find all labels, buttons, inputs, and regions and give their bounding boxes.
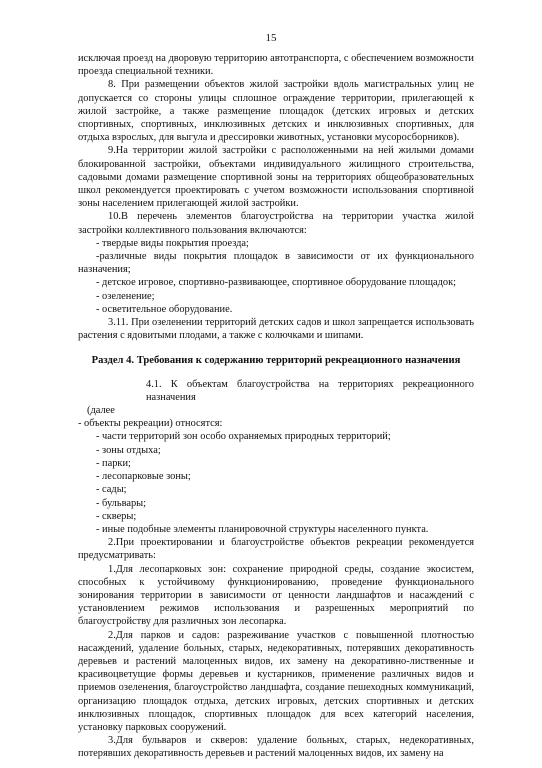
paragraph-item-9: 9.На территории жилой застройки с расположенными на ней жилыми домами блокированной застройки, объектами индивидуального жилищного строительства, садовыми домами размещение спортивной зоны на территориях общеобразовательных школ рекомендуется проектировать с учетом возможности использования спортивной зоны населением прилегающей жилой застройки. <box>78 145 474 210</box>
list-item: - сады; <box>96 484 127 496</box>
list-item: - парки; <box>96 457 131 469</box>
list-item: - детское игровое, спортивно-развивающее, спортивное оборудование площадок; <box>96 277 457 289</box>
paragraph-item-10: 10.В перечень элементов благоустройства на территории участка жилой застройки коллективного пользования включаются: <box>78 211 474 236</box>
list-item: -различные виды покрытия площадок в зависимости от их функционального назначения; <box>78 251 474 276</box>
section-heading: Раздел 4. Требования к содержанию территорий рекреационного назначения <box>91 355 461 367</box>
page-number: 15 <box>265 32 277 44</box>
list-item: - твердые виды покрытия проезда; <box>96 237 249 249</box>
paragraph-4-1-cont: (далее <box>87 405 115 417</box>
paragraph-recreation-2: 2.При проектировании и благоустройстве объектов рекреации рекомендуется предусматривать: <box>78 537 474 562</box>
document-body <box>78 52 474 761</box>
list-item: - части территорий зон особо охраняемых природных территорий; <box>96 431 391 443</box>
list-item: - бульвары; <box>96 497 147 509</box>
paragraph-4-1-end: - объекты рекреации) относятся: <box>78 418 223 430</box>
paragraph-continuation: исключая проезд на дворовую территорию автотранспорта, с обеспечением возможности проезда специальной техники. <box>78 53 474 78</box>
list-item: - осветительное оборудование. <box>96 303 233 315</box>
paragraph-forest-parks: 1.Для лесопарковых зон: сохранение природной среды, создание экосистем, способных к устойчивому функционированию, проведение функционального зонирования территории в зависимости от ценности ландшафтов и насаждений с установлением режимов использования и разрешенных мероприятий по благоустройству для различных зон лесопарка. <box>78 563 474 628</box>
paragraph-parks-gardens: 2.Для парков и садов: разреживание участков с повышенной плотностью насаждений, удаление больных, старых, недекоративных, потерявших декоративность деревьев и растений малоценных видов, их замену на декоративно-лиственные и красивоцветущие формы деревьев и кустарников, применение различных видов и приемов озеленения, благоустройство ландшафта, создание пешеходных коммуникаций, организацию площадок отдыха, детских игровых, детских спортивных и детских инклюзивных площадок, спортивных площадок для всех категорий населения, установку парковых сооружений. <box>78 629 474 733</box>
list-item: - озеленение; <box>96 290 155 302</box>
paragraph-item-8: 8. При размещении объектов жилой застройки вдоль магистральных улиц не допускается со стороны улицы сплошное ограждение территории, прилегающей к жилой застройке, а также размещение площадок (детских игровых и детских спортивных, спортивных, инклюзивных детских и инклюзивных спортивных, для отдыха взрослых, для выгула и дрессировки животных, установки мусоросборников). <box>78 79 474 144</box>
paragraph-item-3-11: 3.11. При озеленении территорий детских садов и школ запрещается использовать растения с ядовитыми плодами, а также с колючками и шипами. <box>78 317 474 342</box>
list-item: - скверы; <box>96 510 137 522</box>
paragraph-4-1: 4.1. К объектам благоустройства на территориях рекреационного назначения <box>146 378 474 403</box>
list-item: - зоны отдыха; <box>96 444 161 456</box>
list-item: - иные подобные элементы планировочной структуры населенного пункта. <box>96 523 429 535</box>
list-item: - лесопарковые зоны; <box>96 471 191 483</box>
paragraph-boulevards: 3.Для бульваров и скверов: удаление больных, старых, недекоративных, потерявших декоративность деревьев и растений малоценных видов, их замену на <box>78 735 474 760</box>
